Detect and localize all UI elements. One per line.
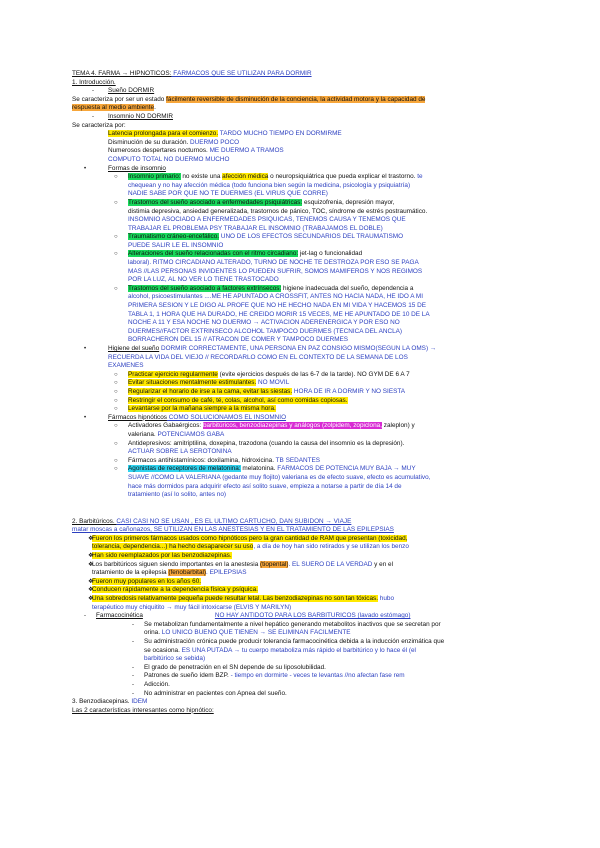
farmacocinetica-item: - No administrar en pacientes con Apnea del sueño. — [132, 689, 287, 697]
farmaco-item: ○ Activadores Gabaérgicos: barbitúricos, benzodiazepinas y análogos (zolpidem, zopiclona, zaleplon) y — [114, 422, 415, 430]
forma-item-cont: TABLA 1, 1 HORA QUE HA DURADO, HE CREIDO MORIR 15 VECES, ME HE APUNTADO DE 10 DE LA — [128, 310, 430, 318]
barbiturico-item: ❖ Conducen rápidamente a la dependencia física y psíquica. — [88, 586, 258, 594]
benzodiacepinas-intro: Las 2 características interesantes como hipnótico: — [72, 706, 214, 714]
section-heading-barbituricos: 2. Barbitúricos. CASI CASI NO SE USAN , ES EL ÚLTIMO CARTUCHO, DAN SUBIDÓN → VIAJE — [72, 517, 352, 525]
forma-item-cont: INSOMNIO ASOCIADO A ENFERMEDADES PSIQUICAS, TENEMOS CAUSA Y TENEMOS QUE — [128, 216, 406, 224]
insomnio-characteristic: COMPUTO TOTAL NO DUERMO MUCHO — [108, 155, 230, 163]
higiene-heading-cont: RECUERDA LA VIDA DEL VIEJO // RECORDARLO COMO EN EL CONTEXTO DE LA SEMANA DE LOS — [108, 353, 408, 361]
farmaco-item-cont: tratamiento (así lo solito, antes no) — [128, 491, 227, 499]
barbiturico-item: ❖ Fueron muy populares en los años 60. — [88, 577, 202, 585]
farmacocinetica-item-cont: barbitúrico se sebida) — [144, 655, 206, 663]
farmacocinetica-heading: - Farmacocinética NO HAY ANTIDOTO PARA LOS BARBITÚRICOS (lavado estómago) — [84, 612, 411, 620]
higiene-heading: • Higiene del sueño DORMIR CORRECTAMENTE, UNA PERSONA EN PAZ CONSIGO MISMO(SEGÚN LA OMS) → — [84, 345, 437, 352]
barbiturico-item: ❖ Una sobredosis relativamente pequeña puede resultar letal. Las benzodiazepinas no son tan tóxicas. hubo — [88, 595, 394, 603]
higiene-item: ○ Practicar ejercicio regularmente (evite ejercicios después de las 6-7 de la tarde). NO GYM DE 6 A 7 — [114, 370, 410, 378]
forma-item-cont: PRIMERA SESIÓN Y LE DIGO AL PROFE QUE NO HE HECHO NADA EN MI VIDA Y HACEMOS 15 DE — [128, 302, 426, 310]
barbiturico-item: ❖ Han sido reemplazados por las benzodiazepinas. — [88, 552, 232, 560]
forma-item-cont: chequean y no hay afección médica (todo funciona bien según la medicina, psicología y psiquiatría) — [128, 181, 411, 189]
forma-item-cont: TRABAJAR EL PROBLEMA PSY TRABAJAR EL INSOMNIO (TRABAJAMOS EL DOBLE) — [128, 224, 383, 232]
forma-item-cont: DUERMES//FACTOR EXTRÍNSECO ALCOHOL TAMPOCO DUERMES (TÉCNICA DEL ANCLA) — [128, 327, 403, 335]
forma-item: ○ Alteraciones del sueño relacionadas con el ritmo circadiano: jet-lag o funcionalidad — [114, 250, 363, 258]
sueno-definition-cont: respuesta al medio ambiente. — [72, 104, 156, 112]
section-heading-intro: 1. Introducción. — [72, 78, 116, 86]
farmacocinetica-item-cont: se ocasiona. ES UNA PUTADA → tu cuerpo metaboliza más rápido el barbitúrico y lo hace él (el — [144, 646, 416, 654]
higiene-item: ○ Evitar situaciones mentalmente estimulantes. NO MÓVIL — [114, 379, 290, 387]
farmacocinetica-item: - Patrones de sueño ídem BZP. - tiempo en dormirte - veces te levantas //no afectan fase rem — [132, 672, 405, 680]
farmaco-item: ○ Agonistas de receptores de melatonina: melatonina. FÁRMACOS DE POTENCIA MUY BAJA → MUY — [114, 465, 416, 473]
sueno-heading: - Sueño DORMIR — [92, 87, 155, 95]
farmaco-item-cont: SUAVE //COMO LA VALERIANA (gedante muy flojito) valeriana es de efecto suave, efecto es acumulativo, — [128, 473, 431, 481]
document-page — [72, 70, 540, 715]
forma-item-cont: alcohol, psicoestimulantes ....ME HE APUNTADO A CROSSFIT, ANTES NO HACÍA NADA, HE IDO A MI — [128, 293, 423, 301]
farmaco-item-cont: hace más dormidos para adquirir efecto así solito suave, empieza a notarse a partir de día 14 de — [128, 482, 402, 490]
barbiturico-item: ❖ Los barbitúricos siguen siendo importantes en la anestesia (tiopental). EL SUERO DE LA VERDAD y en el — [88, 560, 394, 568]
insomnio-characteristic: Latencia prolongada para el comienzo. TARDO MUCHO TIEMPO EN DORMIRME — [108, 130, 342, 138]
forma-item: ○ Trastornos del sueño asociado a enfermedades psiquiátricas: esquizofrenia, depresión mayor, — [114, 198, 395, 206]
topic-title-main: TEMA 4. FARMA → HIPNÓTICOS: — [72, 70, 172, 77]
forma-item-cont: POR LA LUZ, AL NO VER LO TIENE TRASTOCADO — [128, 276, 279, 284]
barbiturico-item: ❖ Fueron los primeros fármacos usados como hipnóticos pero la gran cantidad de RAM que presentan (toxicidad, — [88, 534, 408, 542]
higiene-heading-cont: EXÁMENES — [108, 362, 144, 370]
insomnio-characteristic: Disminución de su duración. DUERMO POCO — [108, 138, 240, 146]
forma-item-cont: NADIE SABE POR QUÉ NO TE DUERMES (EL VIRUS QUE CORRE) — [128, 190, 328, 198]
section-heading-benzodiacepinas: 3. Benzodiacepinas. IDEM — [72, 698, 148, 706]
forma-item-cont: MÁS //LAS PERSONAS INVIDENTES LO PUEDEN SUFRIR, SOMOS MAMÍFEROS Y NOS REGIMOS — [128, 267, 423, 275]
higiene-item: ○ Levantarse por la mañana siempre a la misma hora. — [114, 405, 276, 413]
barbiturico-item-cont: tolerancia, dependencia...) ha hecho desaparecer su uso, a día de hoy han sido retirados y se utilizan los benzo — [92, 543, 409, 551]
farmaco-item: ○ Antidepresivos: amitriptilina, doxepina, trazodona (cuando la causa del insomnio es la depresión). — [114, 439, 405, 447]
forma-item: ○ Insomnio primario: no existe una afección médica o neuropsiquiátrica que pueda explicar el trastorno. te — [114, 173, 423, 181]
insomnio-heading: - Insomnio NO DORMIR — [92, 112, 173, 120]
higiene-item: ○ Restringir el consumo de café, té, colas, alcohol, así como comidas copiosas. — [114, 396, 348, 404]
formas-heading: • Formas de insomnio — [84, 164, 166, 172]
forma-item-cont: laboral). RITMO CIRCADIANO ALTERADO, TURNO DE NOCHE TE DESTROZA POR ESO SE PAGA — [128, 259, 419, 267]
topic-title-note: FÁRMACOS QUE SE UTILIZAN PARA DORMIR — [171, 70, 312, 77]
farmaco-item-cont: valeriana. POTENCIAMOS GABA — [128, 430, 225, 438]
farmacocinetica-item: - El grado de penetración en el SN depende de su liposolubilidad. — [132, 663, 326, 671]
insomnio-intro: Se caracteriza por: — [72, 121, 126, 129]
higiene-item: ○ Regularizar el horario de irse a la cama, evitar las siestas. HORA DE IR A DORMIR Y NO SIESTA — [114, 387, 406, 395]
farmacocinetica-item: - Adicción. — [132, 680, 170, 688]
farmaco-item-cont: ACTUAR SOBRE LA SEROTONINA — [128, 448, 232, 456]
insomnio-characteristic: Numerosos despertares nocturnos. ME DUERMO A TRAMOS — [108, 147, 284, 155]
forma-item: ○ Trastornos del sueño asociado a factores extrínsecos: higiene inadecuada del sueño, dependencia a — [114, 284, 414, 292]
forma-item-cont: distimia depresiva, ansiedad generalizada, trastornos de pánico, TOC, síndrome de estrés postraumático. — [128, 207, 428, 215]
farmacos-heading: • Fármacos hipnóticos CÓMO SOLUCIONAMOS EL INSOMNIO — [84, 413, 287, 421]
farmacocinetica-item-cont: orina. LO ÚNICO BUENO QUE TIENEN → SE ELIMINAN FÁCILMENTE — [144, 629, 351, 637]
forma-item: ○ Traumatismo cráneo-encefálico. UNO DE LOS EFECTOS SECUNDARIOS DEL TRAUMATISMO — [114, 233, 404, 241]
topic-title — [72, 70, 540, 79]
barbiturico-item-cont: tratamiento de la epilepsia (fenobarbital). EPILEPSIAS — [92, 569, 247, 577]
barbiturico-item-cont: terapéutico muy chiquitito → muy fácil intoxicarse (ELVIS Y MARILYN) — [92, 603, 292, 611]
forma-item-cont: BORRACHERÓN DEL 15 // ATRACÓN DE COMER Y TAMPOCO DUERMES — [128, 336, 349, 344]
sueno-definition: Se caracteriza por ser un estado fácilmente reversible de disminución de la conciencia, la actividad motora y la capacidad de — [72, 95, 426, 103]
farmacocinetica-item: - Se metabolizan fundamentalmente a nivel hepático generando metabolitos inactivos que se secretan por — [132, 620, 441, 628]
farmaco-item: ○ Fármacos antihistamínicos: doxilamina, hidroxicina. TB SEDANTES — [114, 456, 321, 464]
farmacocinetica-item: - Su administración crónica puede producir tolerancia farmacocinética debida a la inducción enzimática que — [132, 638, 445, 645]
forma-item-cont: NOCHE A 11 Y ESA NOCHE NO DUERMO → ACTIVACIÓN ADERENÉRGICA Y POR ESO NO — [128, 319, 400, 327]
section-heading-barbituricos-cont: matar moscas a cañonazos, SE UTILIZAN EN LAS ANESTESIAS Y EN EL TRATAMIENTO DE LAS EPILEPSIAS — [72, 526, 394, 534]
forma-item-cont: PUEDE SALIR LE EL INSOMNIO — [128, 241, 224, 249]
